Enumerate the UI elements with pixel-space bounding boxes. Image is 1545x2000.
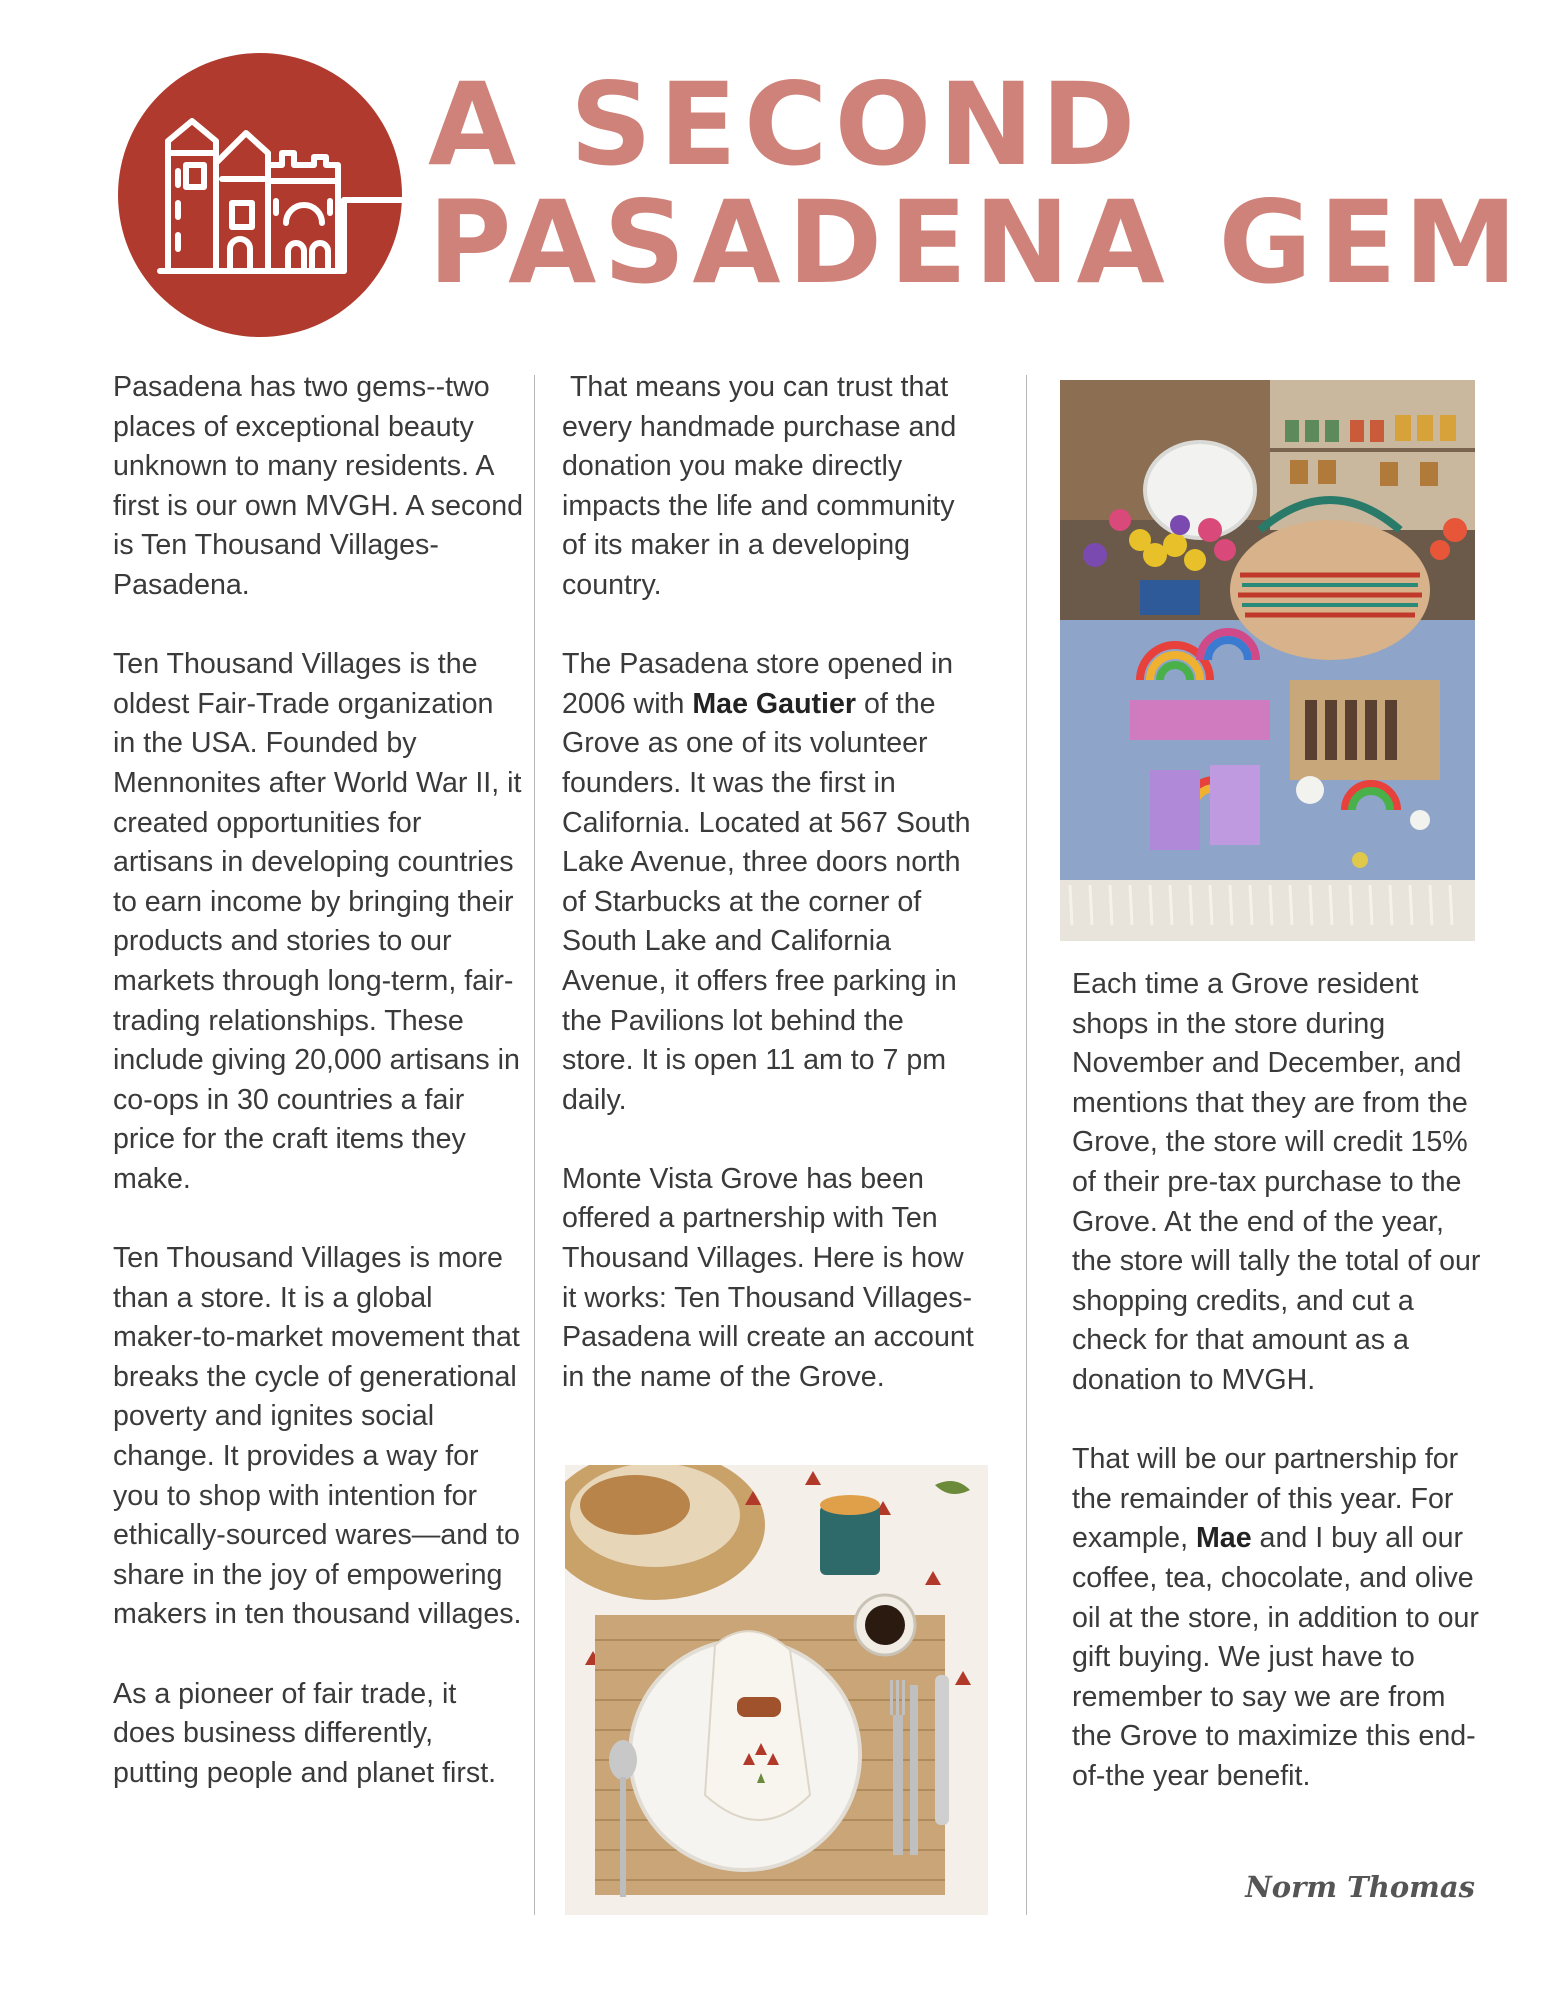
name-highlight: Mae — [1195, 1522, 1252, 1555]
paragraph: Pasadena has two gems--two places of exceptional beauty unknown to many residents. A first is our own MVGH. A second is Ten Thousand Villages-Pasadena. — [113, 371, 524, 601]
village-buildings-icon — [118, 53, 402, 337]
article-column-1 — [113, 368, 523, 1793]
paragraph: Each time a Grove resident shops in the store during November and December, and mentions that they are from the Grove, the store will credit 15% of their pre-tax purchase to the Grove. At the end of the year, the store will tally the total of our shopping credits, and cut a check for that amount as a donation to MVGH. — [1072, 968, 1481, 1396]
page-title — [428, 58, 1528, 309]
article-column-3 — [1072, 965, 1482, 1796]
paragraph — [562, 368, 982, 606]
paragraph-text: and I buy all our coffee, tea, chocolate, and olive oil at the store, in addition to our gift buying. We just have to remember to say we are from the Grove to maximize this end-of-the year benefit. — [1072, 1522, 1479, 1792]
paragraph-text: of the Grove as one of its volunteer founders. It was the first in California. Located at 567 South Lake Avenue, three doors north of Starbucks at the corner of South Lake and California Avenue, it offers free parking in the Pavilions lot behind the store. It is open 11 am to 7 pm daily. — [562, 687, 971, 1116]
paragraph: Ten Thousand Villages is the oldest Fair-Trade organization in the USA. Founded by Mennonites after World War II, it created opportunities for artisans in developing countries to earn income by bringing their products and stories to our markets through long-term, fair-trading relationships. These include giving 20,000 artisans in co-ops in 30 countries a fair price for the craft items they make. — [113, 648, 522, 1195]
paragraph-text: That will be our partnership for the remainder of this year. For example, — [1072, 1443, 1459, 1555]
name-highlight: Mae Gautier — [692, 687, 857, 720]
paragraph-text: That means you can trust that every handmade purchase and donation you make directly impacts the life and community of its maker in a developing country. — [562, 371, 965, 601]
paragraph-text: The Pasadena store opened in 2006 with — [562, 648, 954, 720]
store-display-photo — [1060, 380, 1475, 941]
title-line-2: PASADENA GEM — [428, 176, 1525, 309]
column-divider — [534, 375, 535, 1915]
table-setting-photo — [565, 1465, 988, 1915]
column-divider — [1026, 375, 1027, 1915]
paragraph: Ten Thousand Villages is more than a store. It is a global maker-to-market movement that breaks the cycle of generational poverty and ignites social change. It provides a way for you to shop with intention for ethically-sourced wares—and to share in the joy of empowering makers in ten thousand villages. — [113, 1242, 522, 1631]
paragraph: Monte Vista Grove has been offered a partnership with Ten Thousand Villages. Here is how it works: Ten Thousand Villages-Pasadena will create an account in the name of the Grove. — [562, 1162, 974, 1393]
title-line-1: A SECOND — [428, 58, 1143, 191]
paragraph — [1072, 1440, 1482, 1796]
author-signature: Norm Thomas — [1245, 1870, 1475, 1904]
article-column-2 — [562, 368, 982, 1397]
village-logo — [118, 53, 402, 337]
paragraph — [562, 645, 982, 1120]
paragraph: As a pioneer of fair trade, it does business differently, putting people and planet first. — [113, 1677, 497, 1789]
